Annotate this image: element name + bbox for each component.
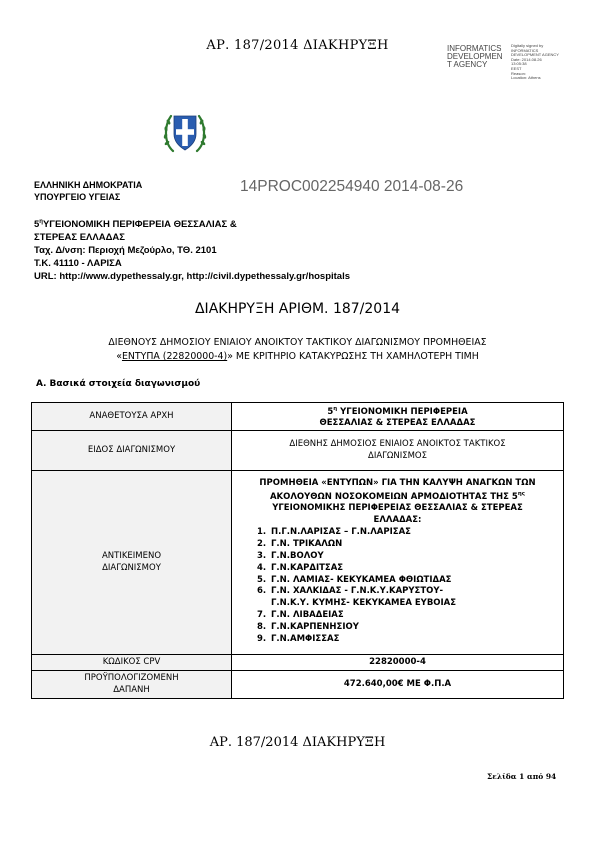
list-number: 2. [257, 539, 267, 550]
hospital-name: Γ.Ν.ΚΑΡΠΕΝΗΣΙΟΥ [271, 621, 359, 632]
table-row [32, 403, 564, 431]
subject-intro-line-2 [235, 489, 560, 503]
list-item [257, 586, 560, 610]
subject-intro-line-4: ΕΛΛΑΔΑΣ: [373, 514, 422, 525]
list-item [257, 563, 560, 575]
postal-address: Ταχ. Δ/νση: Περιοχή Μεζούρλο, ΤΘ. 2101 [34, 245, 217, 257]
hospital-name: Γ.Ν.ΚΑΡΔΙΤΣΑΣ [271, 562, 344, 573]
subject-label-line-2: ΔΙΑΓΩΝΙΣΜΟΥ [102, 562, 161, 573]
subtitle-criteria: » ΜΕ ΚΡΙΤΗΡΙΟ ΚΑΤΑΚΥΡΩΣΗΣ ΤΗ ΧΑΜΗΛΟΤΕΡΗ ΤΙΜΗ [227, 351, 479, 362]
hospital-name: Γ.Ν. ΛΑΜΙΑΣ- ΚΕΚΥΚΑΜΕΑ ΦΘΙΩΤΙΔΑΣ [271, 574, 452, 585]
region-name: ΥΓΕΙΟΝΟΜΙΚΗ ΠΕΡΙΦΕΡΕΙΑ ΘΕΣΣΑΛΙΑΣ & [42, 219, 237, 231]
hospital-name [271, 586, 456, 610]
subject-intro-suffix: ης [517, 491, 526, 498]
subtitle-line-1: ΔΙΕΘΝΟΥΣ ΔΗΜΟΣΙΟΥ ΕΝΙΑΙΟΥ ΑΝΟΙΚΤΟΥ ΤΑΚΤΙΚΟΥ ΔΙΑΓΩΝΙΣΜΟΥ ΠΡΟΜΗΘΕΙΑΣ [108, 337, 487, 348]
hospital-name: Γ.Ν.ΑΜΦΙΣΣΑΣ [271, 633, 340, 644]
signature-meta-line: Location: Athens [511, 75, 541, 81]
tender-type-line-1: ΔΙΕΘΝΗΣ ΔΗΜΟΣΙΟΣ ΕΝΙΑΙΟΣ ΑΝΟΙΚΤΟΣ ΤΑΚΤΙΚΟΣ [289, 439, 506, 449]
hospital-name: Γ.Ν. ΤΡΙΚΑΛΩΝ [271, 539, 343, 550]
footer-title: ΑΡ. 187/2014 ΔΙΑΚΗΡΥΞΗ [209, 735, 386, 750]
budget-label-line-1: ΠΡΟΫΠΟΛΟΓΙΖΟΜΕΝΗ [84, 673, 179, 683]
subtitle-line-2 [20, 350, 575, 364]
signature-agency [447, 45, 509, 69]
authority-name: ΥΓΕΙΟΝΟΜΙΚΗ ΠΕΡΙΦΕΡΕΙΑ [337, 406, 468, 417]
signature-meta-line: DEVELOPMENT AGENCY [511, 52, 559, 58]
list-item [257, 539, 560, 551]
budget-value: 472.640,00€ ΜΕ Φ.Π.Α [232, 671, 564, 699]
hospital-name: Π.Γ.Ν.ΛΑΡΙΣΑΣ – Γ.Ν.ΛΑΡΙΣΑΣ [271, 527, 411, 538]
tender-type-line-2: ΔΙΑΓΩΝΙΣΜΟΣ [368, 450, 427, 461]
signature-meta-line: Date: 2014.08.26 [511, 56, 542, 62]
budget-label [32, 671, 232, 699]
signature-meta-line: Reason: [511, 70, 526, 76]
table-row [32, 431, 564, 471]
contracting-authority-label: ΑΝΑΘΕΤΟΥΣΑ ΑΡΧΗ [32, 403, 232, 431]
authority-name-line-2: ΘΕΣΣΑΛΙΑΣ & ΣΤΕΡΕΑΣ ΕΛΛΑΔΑΣ [319, 417, 476, 428]
list-item [257, 551, 560, 563]
ministry-label: ΥΠΟΥΡΓΕΙΟ ΥΓΕΙΑΣ [34, 192, 121, 202]
list-number: 9. [257, 633, 267, 644]
list-number: 4. [257, 562, 267, 573]
republic-label: ΕΛΛΗΝΙΚΗ ΔΗΜΟΚΡΑΤΙΑ [34, 180, 143, 190]
greek-coat-of-arms-icon [160, 108, 210, 158]
page-number: Σελίδα 1 από 94 [487, 772, 557, 781]
table-row [32, 471, 564, 655]
website-urls: URL: http://www.dypethessaly.gr, http://civil.dypethessaly.gr/hospitals [34, 271, 351, 283]
signature-agency-line: T AGENCY [447, 60, 488, 69]
hospital-list [257, 527, 560, 645]
document-ada-code: 14PROC002254940 2014-08-26 [240, 178, 464, 195]
region-number: 5 [34, 219, 40, 231]
list-number: 5. [257, 574, 267, 585]
declaration-subtitle [20, 336, 575, 364]
address-block [34, 216, 350, 283]
list-item [257, 634, 560, 646]
hospital-name-line-2: Γ.Ν.Κ.Υ. ΚΥΜΗΣ- ΚΕΚΥΚΑΜΕΑ ΕΥΒΟΙΑΣ [271, 598, 457, 609]
declaration-title: ΔΙΑΚΗΡΥΞΗ ΑΡΙΘΜ. 187/2014 [194, 301, 401, 317]
authority-suffix: η [333, 405, 338, 412]
cpv-code-label: ΚΩΔΙΚΟΣ CPV [32, 655, 232, 671]
tender-basic-info-table [31, 402, 564, 699]
tender-subject-label [32, 471, 232, 655]
region-suffix: η [39, 219, 43, 225]
signature-meta-line: INFORMATICS [511, 47, 539, 53]
hospital-name: Γ.Ν. ΛΙΒΑΔΕΙΑΣ [271, 610, 344, 620]
subtitle-open-quote: « [116, 351, 122, 362]
list-number: 8. [257, 621, 267, 632]
list-item [257, 527, 560, 539]
budget-label-line-2: ΔΑΠΑΝΗ [113, 684, 150, 695]
tender-type-label: ΕΙΔΟΣ ΔΙΑΓΩΝΙΣΜΟΥ [32, 431, 232, 471]
region-line-2: ΣΤΕΡΕΑΣ ΕΛΛΑΔΑΣ [34, 232, 125, 244]
signature-metadata [511, 44, 591, 81]
tender-type-value [232, 431, 564, 471]
list-item [257, 575, 560, 587]
subject-label-line-1: ΑΝΤΙΚΕΙΜΕΝΟ [101, 551, 162, 561]
list-number: 6. [257, 586, 267, 597]
organization-header [34, 179, 142, 203]
signature-meta-line: 13:05:38 [511, 61, 527, 67]
region-line [34, 216, 350, 231]
list-number: 1. [257, 527, 267, 538]
authority-number: 5 [327, 406, 334, 417]
cpv-code-value: 22820000-4 [232, 655, 564, 671]
header-title: ΑΡ. 187/2014 ΔΙΑΚΗΡΥΞΗ [206, 38, 389, 53]
subject-intro-line-3: ΥΓΕΙΟΝΟΜΙΚΗΣ ΠΕΡΙΦΕΡΕΙΑΣ ΘΕΣΣΑΛΙΑΣ & ΣΤΕΡΕΑΣ [272, 503, 523, 514]
table-row [32, 655, 564, 671]
subject-intro-text: ΑΚΟΛΟΥΘΩΝ ΝΟΣΟΚΟΜΕΙΩΝ ΑΡΜΟΔΙΟΤΗΤΑΣ ΤΗΣ 5 [269, 491, 518, 502]
signature-agency-line: DEVELOPMEN [447, 52, 503, 61]
contracting-authority-value [232, 403, 564, 431]
tender-subject-value [232, 471, 564, 655]
signature-meta-line: EEST [511, 65, 522, 71]
list-number: 3. [257, 551, 267, 562]
postal-code: Τ.Κ. 41110 - ΛΑΡΙΣΑ [34, 258, 122, 270]
section-heading: Α. Βασικά στοιχεία διαγωνισμού [36, 379, 201, 389]
hospital-name: Γ.Ν.ΒΟΛΟΥ [271, 551, 324, 562]
list-number: 7. [257, 610, 267, 620]
signature-agency-line: INFORMATICS [447, 44, 502, 53]
signature-meta-line: Digitally signed by [511, 43, 544, 48]
hospital-name-line-1: Γ.Ν. ΧΑΛΚΙΔΑΣ - Γ.Ν.Κ.Υ.ΚΑΡΥΣΤΟΥ- [271, 586, 444, 597]
table-row [32, 671, 564, 699]
list-item [257, 622, 560, 634]
list-item [257, 610, 560, 622]
subtitle-subject: ΕΝΤΥΠΑ (22820000-4) [121, 351, 228, 362]
subject-intro-line-1: ΠΡΟΜΗΘΕΙΑ «ΕΝΤΥΠΩΝ» ΓΙΑ ΤΗΝ ΚΑΛΥΨΗ ΑΝΑΓΚΩΝ ΤΩΝ [259, 477, 536, 488]
